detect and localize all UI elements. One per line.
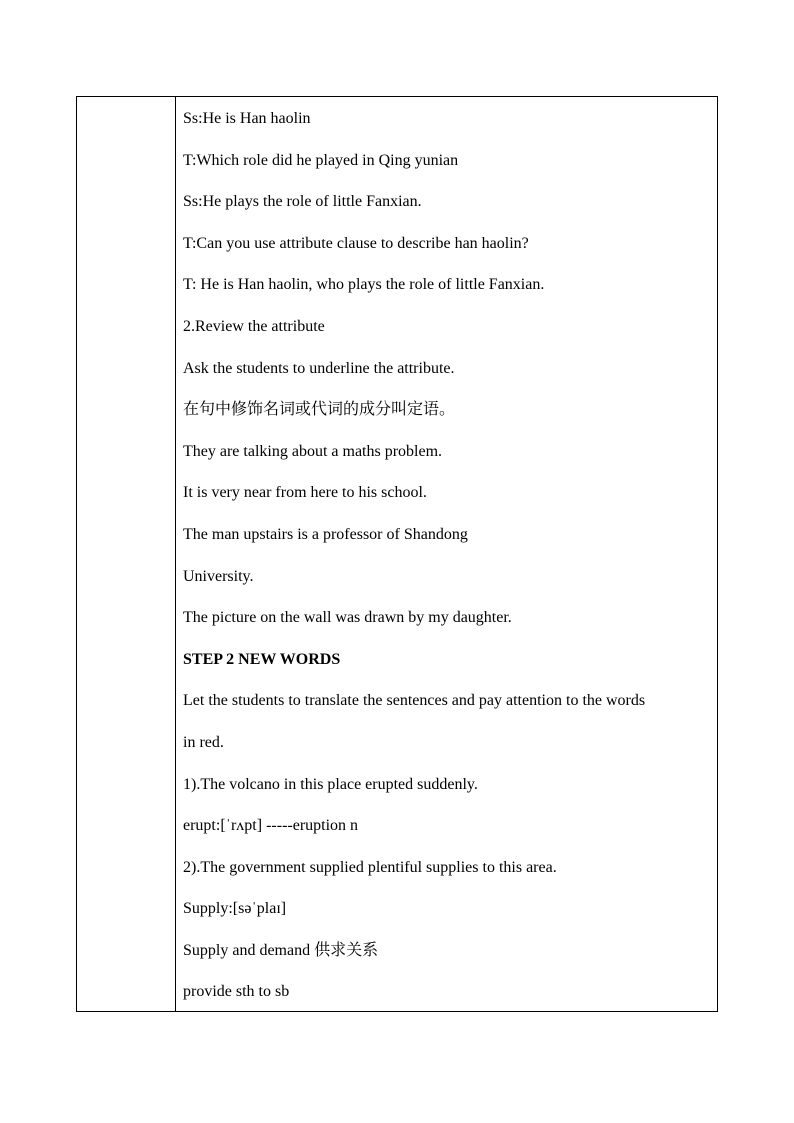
instruction-line: Let the students to translate the sentences and pay attention to the words [183,692,646,710]
dialogue-line: T: He is Han haolin, who plays the role of little Fanxian. [183,276,545,294]
example-sentence: They are talking about a maths problem. [183,442,443,460]
left-column-cell [77,97,176,1011]
example-sentence: It is very near from here to his school. [183,484,427,502]
vocab-phrase: Supply and demand 供求关系 [183,941,379,959]
dialogue-line: T:Which role did he played in Qing yunian [183,151,459,169]
content-cell [176,97,717,1011]
vocab-entry: erupt:[ˈrʌpt] -----eruption n [183,817,359,835]
vocab-sentence: 1).The volcano in this place erupted suddenly. [183,775,478,793]
vocab-phrase: provide sth to sb [183,983,290,1001]
vocab-sentence: 2).The government supplied plentiful supplies to this area. [183,858,557,876]
example-sentence: University. [183,567,254,585]
example-sentence: The man upstairs is a professor of Shandong [183,525,468,543]
lesson-table [76,96,718,1012]
example-sentence: The picture on the wall was drawn by my daughter. [183,609,512,627]
instruction-line: Ask the students to underline the attribute. [183,359,455,377]
dialogue-line: T:Can you use attribute clause to describe han haolin? [183,234,529,252]
step-heading: STEP 2 NEW WORDS [183,650,341,668]
vocab-entry: Supply:[səˈplaɪ] [183,900,287,918]
section-heading: 2.Review the attribute [183,317,325,335]
instruction-line: in red. [183,733,224,751]
dialogue-line: Ss:He plays the role of little Fanxian. [183,193,422,211]
dialogue-line: Ss:He is Han haolin [183,110,311,127]
definition-line: 在句中修饰名词或代词的成分叫定语。 [183,401,456,419]
